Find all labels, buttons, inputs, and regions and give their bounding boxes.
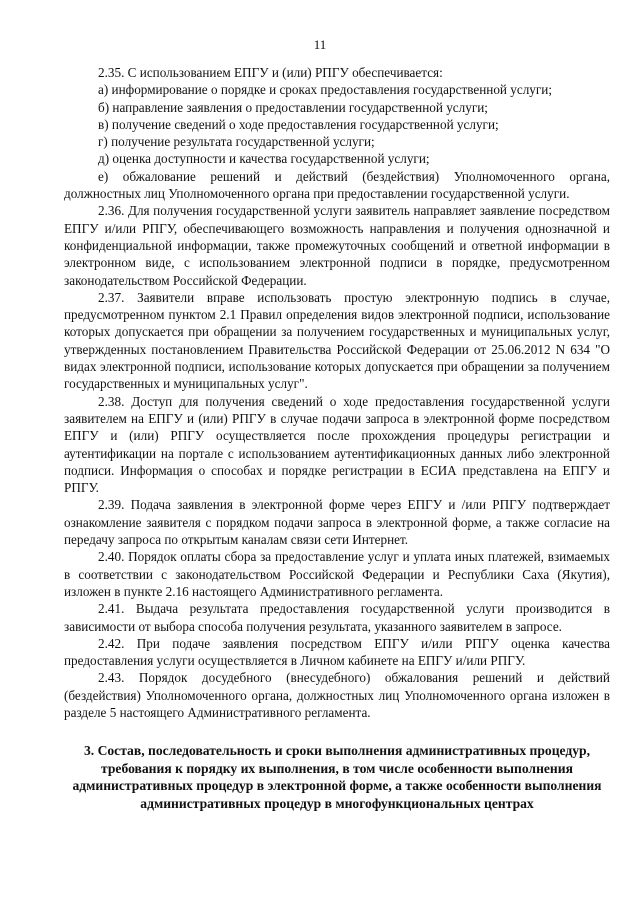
list-item-a: а) информирование о порядке и сроках предоставления государственной услуги; — [98, 82, 553, 98]
section-heading: 3. Состав, последовательность и сроки выполнения административных процедур, требования к порядку их выполнения, в том числе особенности выполнения административных процедур в электронной форме, а также особенности выполнения административных процедур в многофункциональных центрах — [72, 743, 602, 811]
paragraph-2-42: 2.42. При подаче заявления посредством ЕПГУ и/или РПГУ оценка качества предоставления услуги осуществляется в Личном кабинете на ЕПГУ и/или РПГУ. — [64, 635, 610, 669]
paragraph-2-36: 2.36. Для получения государственной услуги заявитель направляет заявление посредством ЕПГУ и/или РПГУ, обеспечивающего возможность направления и получения однозначной и конфиденциальной информации, также промежуточных сообщений и ответной информации в электронном виде, с использованием электронной подписи в порядке, предусмотренном законодательством Российской Федерации. — [64, 203, 610, 288]
paragraph-2-38: 2.38. Доступ для получения сведений о ходе предоставления государственной услуги заявителем на ЕПГУ и (или) РПГУ в случае подачи запроса в электронной форме посредством ЕПГУ и (или) РПГУ осуществляется после прохождения процедуры регистрации и аутентификации на портале с использованием аутентификационных данных либо электронной подписи. Информация о способах и порядке регистрации в ЕСИА представлена на ЕПГУ и РПГУ. — [64, 393, 610, 496]
paragraph-2-35: 2.35. С использованием ЕПГУ и (или) РПГУ обеспечивается: — [98, 65, 443, 80]
paragraph-2-41: 2.41. Выдача результата предоставления государственной услуги производится в зависимости от выбора способа получения результата, указанного заявителем в запросе. — [64, 601, 610, 634]
paragraph-2-43: 2.43. Порядок досудебного (внесудебного) обжалования решений и действий (бездействия) Уполномоченного органа, должностных лиц Уполномоченного органа изложен в разделе 5 настоящего Административного регламента. — [64, 670, 610, 720]
page-number: 11 — [313, 37, 327, 52]
paragraph-2-37: 2.37. Заявители вправе использовать простую электронную подпись в случае, предусмотренном пунктом 2.1 Правил определения видов электронной подписи, использование которых допускается при обращении за получением государственных и муниципальных услуг, утвержденных постановлением Правительства Российской Федерации от 25.06.2012 N 634 "О видах электронной подписи, использование которых допускается при обращении за получением государственных и муниципальных услуг". — [64, 289, 610, 392]
list-item-v: в) получение сведений о ходе предоставления государственной услуги; — [98, 116, 499, 132]
paragraph-2-39: 2.39. Подача заявления в электронной форме через ЕПГУ и /или РПГУ подтверждает ознакомление заявителя с порядком подачи запроса в электронной форме, а также согласие на передачу запроса по открытым каналам связи сети Интернет. — [64, 497, 610, 548]
list-item-g: г) получение результата государственной услуги; — [98, 134, 375, 150]
list-item-e: е) обжалование решений и действий (бездействия) Уполномоченного органа, должностных лиц Уполномоченного органа при предоставлении государственной услуги. — [64, 168, 610, 202]
body-text — [64, 64, 610, 721]
list-item-d: д) оценка доступности и качества государственной услуги; — [98, 151, 430, 167]
list-item-b: б) направление заявления о предоставлении государственной услуги; — [98, 99, 488, 115]
paragraph-2-40: 2.40. Порядок оплаты сбора за предоставление услуг и уплата иных платежей, взимаемых в соответствии с законодательством Российской Федерации и Республики Саха (Якутия), изложен в пункте 2.16 настоящего Административного регламента. — [64, 549, 610, 599]
